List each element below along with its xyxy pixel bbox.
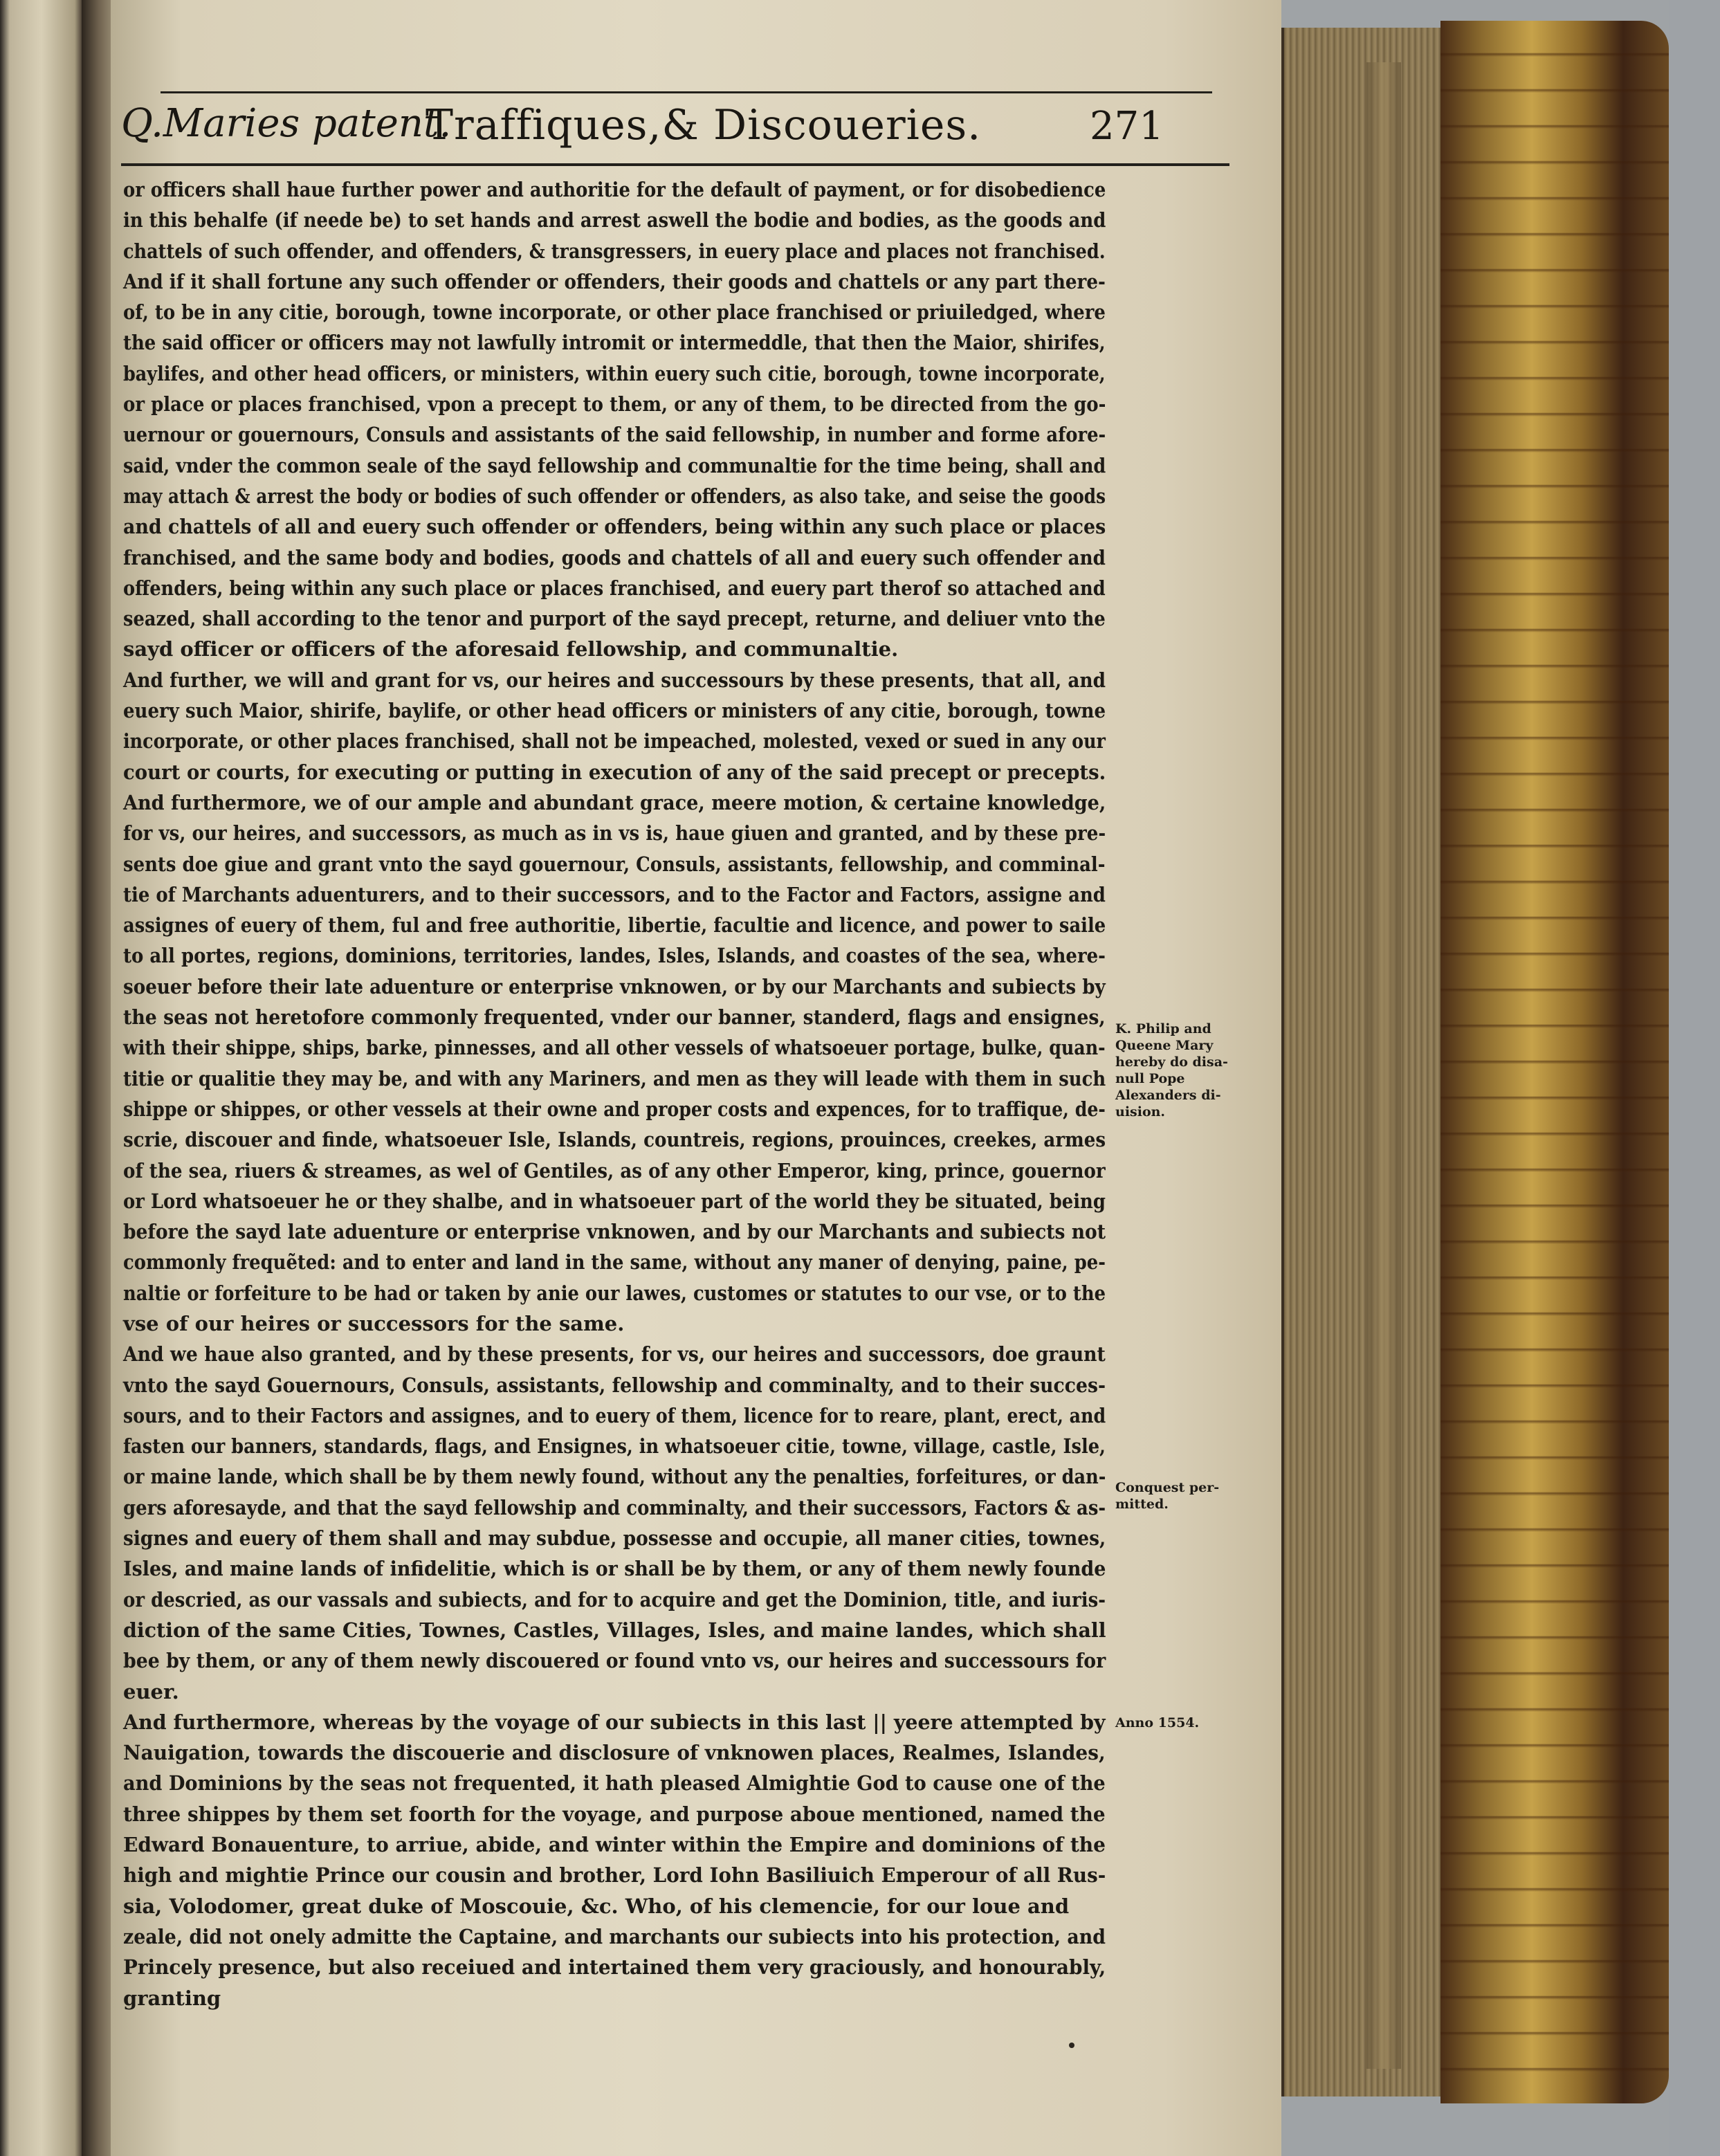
running-head-title: Traffiques,& Discoueries. — [426, 101, 982, 149]
text-line: in this behalfe (if neede be) to set hands and arrest aswell the bodie and bodies, as the goods and — [123, 208, 1106, 232]
text-line: vnto the sayd Gouernours, Consuls, assistants, fellowship and comminalty, and to their succes- — [123, 1373, 1106, 1397]
text-line: incorporate, or other places franchised, shall not be impeached, molested, vexed or sued in any our — [123, 729, 1106, 753]
text-line: gers aforesayde, and that the sayd fellowship and comminalty, and their successors, Factors & as- — [123, 1495, 1106, 1519]
running-header — [121, 66, 1221, 149]
text-line: soeuer before their late aduenture or enterprise vnknowen, or by our Marchants and subiects by — [123, 974, 1106, 998]
marginal-note-line: Anno 1554. — [1115, 1715, 1200, 1730]
text-line: shippe or shippes, or other vessels at their owne and proper costs and expences, for to traffique, de- — [123, 1097, 1106, 1121]
marginal-note-line: K. Philip and — [1115, 1021, 1211, 1036]
text-line: said, vnder the common seale of the sayd fellowship and communaltie for the time being, shall and — [123, 453, 1106, 477]
text-line: diction of the same Cities, Townes, Castles, Villages, Isles, and maine landes, which shall — [123, 1618, 1106, 1642]
text-line: to all portes, regions, dominions, territories, landes, Isles, Islands, and coastes of the sea, where- — [123, 944, 1106, 968]
text-line: or officers shall haue further power and authoritie for the default of payment, or for disobedience — [123, 178, 1106, 201]
header-rule-bottom — [121, 163, 1229, 166]
background — [1669, 0, 1720, 2156]
text-line: Isles, and maine lands of infidelitie, which is or shall be by them, or any of them newly founde — [123, 1557, 1106, 1581]
page-block-shadow — [1366, 62, 1401, 2069]
text-line: with their shippe, ships, barke, pinnesses, and all other vessels of whatsoeuer portage, bulke, quan- — [123, 1036, 1106, 1060]
marginal-note-anno — [1115, 1715, 1240, 1731]
text-line: titie or qualitie they may be, and with any Mariners, and men as they will leade with them in such — [123, 1066, 1106, 1090]
text-line: before the sayd late aduenture or enterprise vnknowen, and by our Marchants and subiects not — [123, 1220, 1106, 1244]
text-line: and chattels of all and euery such offender or offenders, being within any such place or places — [123, 515, 1106, 539]
text-line: franchised, and the same body and bodies, goods and chattels of all and euery such offender and — [123, 545, 1106, 569]
text-line: Princely presence, but also receiued and intertained them very graciously, and honourably, — [123, 1955, 1106, 1980]
text-line: vse of our heires or successors for the same. — [123, 1311, 625, 1335]
text-line: fasten our banners, standards, flags, and Ensignes, in whatsoeuer citie, towne, village, castle, Isle, — [123, 1434, 1106, 1459]
text-line: naltie or forfeiture to be had or taken by anie our lawes, customes or statutes to our vse, or to the — [123, 1281, 1106, 1305]
text-line: court or courts, for executing or putting in execution of any of the said precept or precepts. — [123, 760, 1106, 784]
text-line: And if it shall fortune any such offender or offenders, their goods and chattels or any part there- — [123, 269, 1106, 293]
text-line: or descried, as our vassals and subiects, and for to acquire and get the Dominion, title, and iuris- — [123, 1587, 1106, 1611]
printers-mark — [1069, 2043, 1110, 2049]
text-line: Nauigation, towards the discouerie and disclosure of vnknowen places, Realmes, Islandes, — [123, 1741, 1106, 1765]
text-line: granting — [123, 1986, 221, 2010]
text-line: euer. — [123, 1679, 179, 1703]
text-line: three shippes by them set foorth for the voyage, and purpose aboue mentioned, named the — [123, 1802, 1106, 1826]
text-line: bee by them, or any of them newly discouered or found vnto vs, our heires and successours for — [123, 1649, 1106, 1673]
text-line: signes and euery of them shall and may subdue, possesse and occupie, all maner cities, townes, — [123, 1526, 1106, 1551]
running-head-left: Q.Maries patent. — [121, 101, 452, 146]
body-text — [123, 174, 1106, 2013]
text-line: or maine lande, which shall be by them newly found, without any the penalties, forfeitures, or dan- — [123, 1465, 1106, 1489]
text-line: euery such Maior, shirife, baylife, or other head officers or ministers of any citie, borough, towne — [123, 699, 1106, 723]
text-line: And furthermore, we of our ample and abundant grace, meere motion, & certaine knowledge, — [123, 790, 1106, 814]
text-line: sia, Volodomer, great duke of Moscouie, &c. Who, of his clemencie, for our loue and — [123, 1894, 1070, 1918]
text-line: And we haue also granted, and by these presents, for vs, our heires and successors, doe graunt — [123, 1342, 1106, 1367]
text-line: offenders, being within any such place or places franchised, and euery part therof so attached and — [123, 576, 1106, 600]
marginal-note-line: hereby do disa- — [1115, 1054, 1228, 1070]
marginal-note-conquest — [1115, 1479, 1240, 1513]
gilt-page-edge — [1440, 21, 1669, 2103]
text-line: zeale, did not onely admitte the Captaine, and marchants our subiects into his protection, and — [123, 1924, 1106, 1948]
page-number: 271 — [1090, 104, 1164, 149]
text-line: of, to be in any citie, borough, towne incorporate, or other place franchised or priuiledged, where — [123, 300, 1106, 325]
text-line: chattels of such offender, and offenders, & transgressers, in euery place and places not franchised. — [123, 239, 1106, 263]
text-line: of the sea, riuers & streames, as wel of Gentiles, as of any other Emperor, king, prince, gouernor — [123, 1158, 1106, 1182]
marginal-note-line: Alexanders di- — [1115, 1088, 1221, 1103]
text-line: commonly frequẽted: and to enter and land in the same, without any maner of denying, paine, pe- — [123, 1250, 1106, 1275]
marginal-note-line: null Pope — [1115, 1071, 1185, 1086]
text-line: And further, we will and grant for vs, our heires and successours by these presents, that all, and — [123, 668, 1106, 692]
marginal-note-philip-mary — [1115, 1021, 1240, 1120]
marginal-note-line: mitted. — [1115, 1497, 1169, 1512]
facing-page-edge — [0, 0, 83, 2156]
text-line: the seas not heretofore commonly frequented, vnder our banner, standerd, flags and ensignes, — [123, 1005, 1106, 1030]
text-line: baylifes, and other head officers, or ministers, within euery such citie, borough, towne incorporate, — [123, 361, 1106, 385]
text-line: seazed, shall according to the tenor and purport of the sayd precept, returne, and deliuer vnto the — [123, 607, 1106, 631]
text-line: or Lord whatsoeuer he or they shalbe, and in whatsoeuer part of the world they be situated, being — [123, 1189, 1106, 1213]
text-line: the said officer or officers may not lawfully intromit or intermeddle, that then the Maior, shirifes, — [123, 331, 1106, 355]
text-line: And furthermore, whereas by the voyage of our subiects in this last || yeere attempted by — [123, 1710, 1106, 1734]
page-block-edges — [1281, 28, 1443, 2096]
facing-page-text — [12, 42, 76, 72]
text-line: sours, and to their Factors and assignes, and to euery of them, licence for to reare, plant, erect, and — [123, 1403, 1106, 1427]
marginal-note-line: Queene Mary — [1115, 1038, 1214, 1053]
text-line: tie of Marchants aduenturers, and to their successors, and to the Factor and Factors, assigne and — [123, 882, 1106, 906]
text-line: high and mightie Prince our cousin and brother, Lord Iohn Basiliuich Emperour of all Rus- — [123, 1863, 1106, 1888]
text-line: sayd officer or officers of the aforesaid fellowship, and communaltie. — [123, 637, 899, 661]
marginal-note-line: Conquest per- — [1115, 1480, 1220, 1495]
text-line: sents doe giue and grant vnto the sayd gouernour, Consuls, assistants, fellowship, and comminal- — [123, 852, 1106, 876]
text-line: scrie, discouer and finde, whatsoeuer Isle, Islands, countreis, regions, prouinces, creekes, armes — [123, 1128, 1106, 1152]
text-line: or place or places franchised, vpon a precept to them, or any of them, to be directed from the go- — [123, 392, 1106, 417]
text-line: and Dominions by the seas not frequented, it hath pleased Almightie God to cause one of the — [123, 1771, 1106, 1796]
text-line: for vs, our heires, and successors, as much as in vs is, haue giuen and granted, and by these pre- — [123, 821, 1106, 846]
text-line: Edward Bonauenture, to arriue, abide, and winter within the Empire and dominions of the — [123, 1833, 1106, 1857]
text-line: uernour or gouernours, Consuls and assistants of the said fellowship, in number and forme afore- — [123, 423, 1106, 447]
text-line: assignes of euery of them, ful and free authoritie, libertie, facultie and licence, and power to saile — [123, 913, 1106, 938]
text-line: may attach & arrest the body or bodies of such offender or offenders, as also take, and seise the goods — [123, 484, 1106, 508]
marginal-note-line: uision. — [1115, 1104, 1166, 1120]
